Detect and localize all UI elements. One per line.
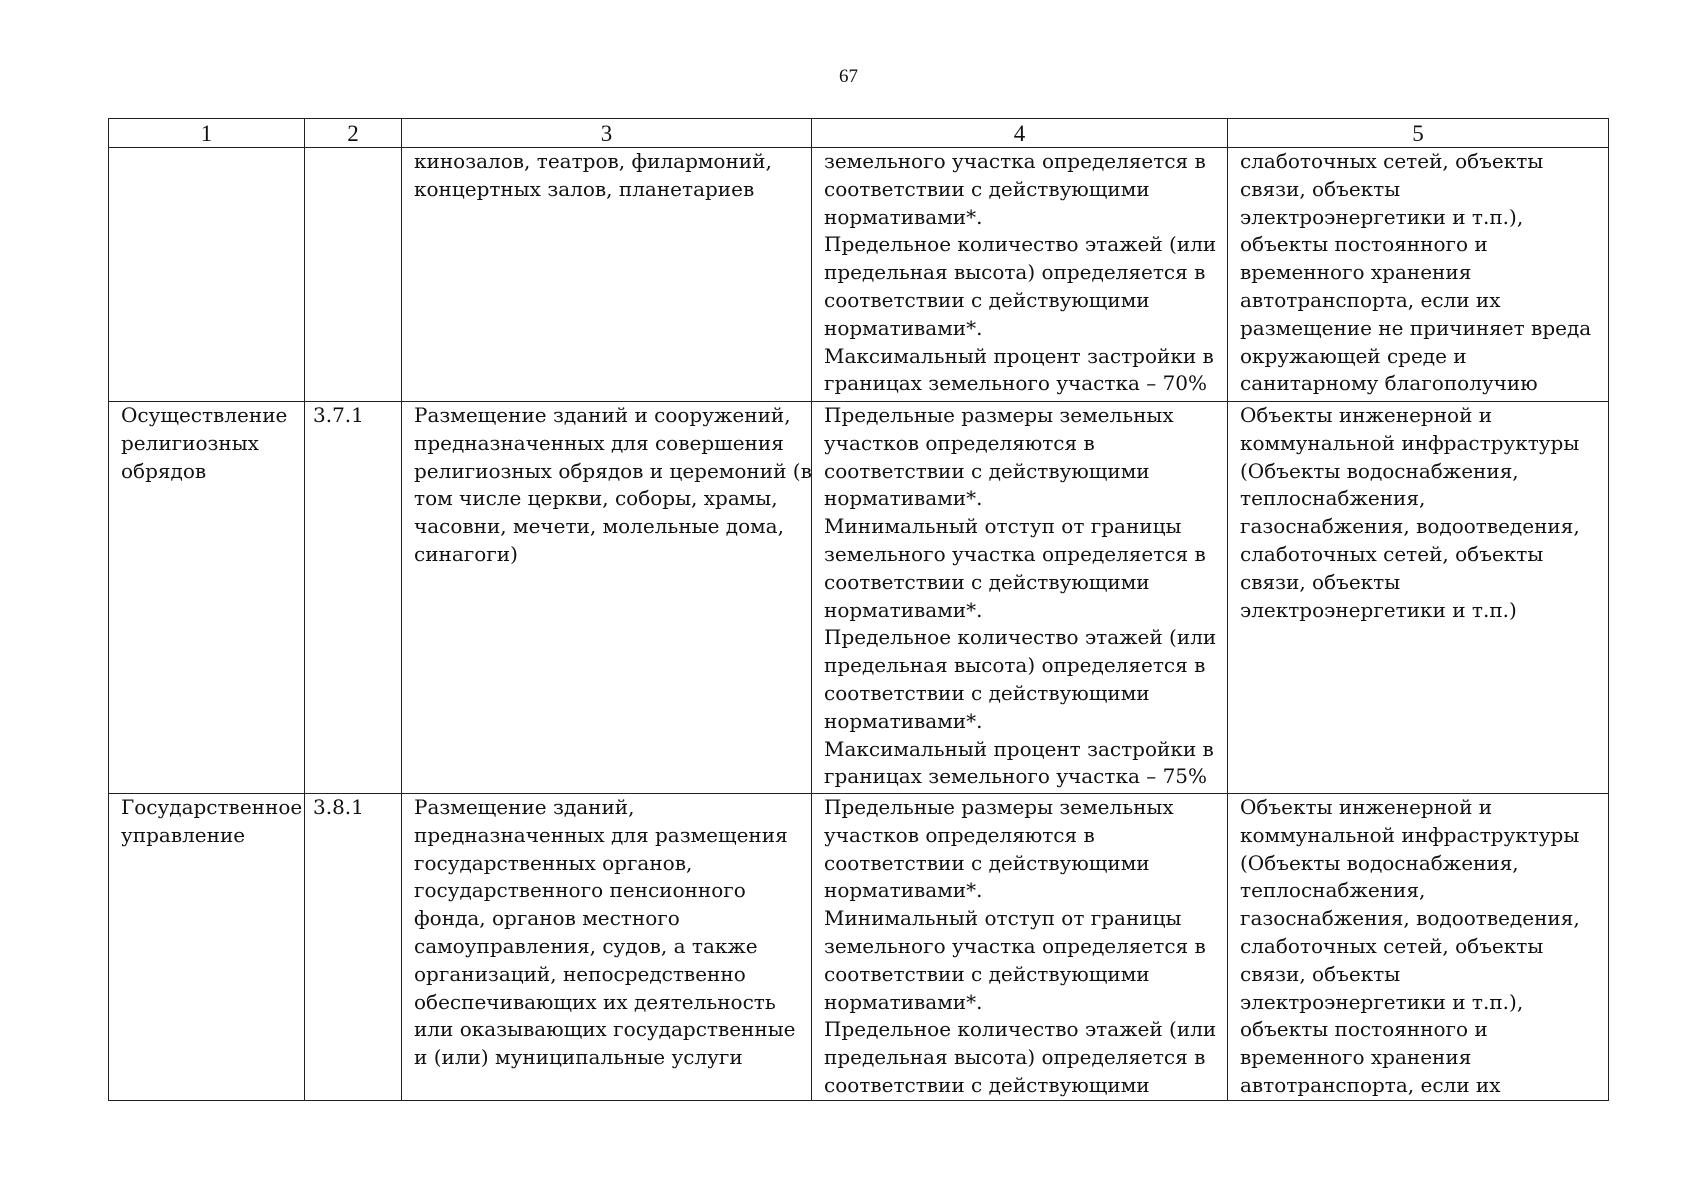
text-line: обрядов	[121, 458, 207, 483]
text-line: нормативами*.	[824, 989, 983, 1014]
text-line: Минимальный отступ от границы	[824, 514, 1182, 539]
text-line: теплоснабжения,	[1240, 878, 1426, 903]
page-number: 67	[839, 66, 858, 87]
text-line: обеспечивающих их деятельность	[414, 989, 776, 1014]
text-line: соответствии с действующими	[824, 176, 1150, 201]
text-line: нормативами*.	[824, 597, 983, 622]
text-line: электроэнергетики и т.п.),	[1240, 204, 1524, 229]
text-line: том числе церкви, соборы, храмы,	[414, 486, 778, 511]
text-line: государственных органов,	[414, 850, 693, 875]
text-line: окружающей среде и	[1240, 343, 1467, 368]
text-line: нормативами*.	[824, 486, 983, 511]
land-use-table	[108, 118, 1609, 1101]
use-type-cell	[109, 148, 305, 402]
description-cell	[402, 402, 812, 794]
text-line: предельная высота) определяется в	[824, 1045, 1206, 1070]
text-line: газоснабжения, водоотведения,	[1240, 514, 1580, 539]
text-line: размещение не причиняет вреда	[1240, 315, 1592, 340]
header-cell-2: 2	[305, 119, 402, 148]
text-line: теплоснабжения,	[1240, 486, 1426, 511]
text-line: Размещение зданий и сооружений,	[414, 403, 791, 427]
use-type-cell	[109, 402, 305, 794]
text-line: соответствии с действующими	[824, 850, 1150, 875]
text-line: нормативами*.	[824, 315, 983, 340]
auxiliary-uses-cell	[1228, 148, 1609, 402]
description-cell	[402, 794, 812, 1101]
text-line: электроэнергетики и т.п.)	[1240, 597, 1517, 622]
text-line: слаботочных сетей, объекты	[1240, 933, 1544, 958]
text-line: слаботочных сетей, объекты	[1240, 541, 1544, 566]
text-line: нормативами*.	[824, 878, 983, 903]
text-line: предназначенных для размещения	[414, 822, 788, 847]
parameters-cell	[812, 402, 1228, 794]
text-line: земельного участка определяется в	[824, 933, 1206, 958]
text-line: управление	[121, 822, 246, 847]
text-line: слаботочных сетей, объекты	[1240, 149, 1544, 173]
table-row	[109, 794, 1609, 1101]
table-row	[109, 148, 1609, 402]
text-line: и (или) муниципальные услуги	[414, 1045, 743, 1070]
text-line: соответствии с действующими	[824, 680, 1150, 705]
text-line: Объекты инженерной и	[1240, 795, 1493, 819]
table-row	[109, 402, 1609, 794]
text-line: Осуществление	[121, 403, 288, 427]
use-type-cell	[109, 794, 305, 1101]
parameters-cell	[812, 148, 1228, 402]
text-line: земельного участка определяется в	[824, 541, 1206, 566]
text-line: соответствии с действующими	[824, 569, 1150, 594]
text-line: Государственное	[121, 795, 303, 819]
text-line: автотранспорта, если их	[1240, 287, 1501, 312]
text-line: временного хранения	[1240, 1045, 1472, 1070]
text-line: соответствии с действующими	[824, 961, 1150, 986]
text-line: Максимальный процент застройки в	[824, 736, 1214, 761]
text-line: Предельное количество этажей (или	[824, 232, 1217, 257]
text-line: Предельное количество этажей (или	[824, 625, 1217, 650]
text-line: Минимальный отступ от границы	[824, 906, 1182, 931]
code-cell: 3.8.1	[305, 794, 402, 1101]
text-line: кинозалов, театров, филармоний,	[414, 149, 772, 173]
text-line: коммунальной инфраструктуры	[1240, 822, 1580, 847]
header-cell-4: 4	[812, 119, 1228, 148]
text-line: электроэнергетики и т.п.),	[1240, 989, 1524, 1014]
text-line: самоуправления, судов, а также	[414, 933, 758, 958]
parameters-cell	[812, 794, 1228, 1101]
text-line: или оказывающих государственные	[414, 1017, 796, 1042]
auxiliary-uses-cell	[1228, 794, 1609, 1101]
table-header-row	[109, 119, 1609, 148]
text-line: организаций, непосредственно	[414, 961, 746, 986]
text-line: предельная высота) определяется в	[824, 260, 1206, 285]
text-line: санитарному благополучию	[1240, 371, 1538, 396]
text-line: границах земельного участка – 70%	[824, 371, 1208, 396]
text-line: участков определяются в	[824, 430, 1095, 455]
text-line: объекты постоянного и	[1240, 1017, 1488, 1042]
code-cell: 3.7.1	[305, 402, 402, 794]
text-line: часовни, мечети, молельные дома,	[414, 514, 784, 539]
text-line: религиозных	[121, 430, 259, 455]
text-line: религиозных обрядов и церемоний (в	[414, 458, 812, 483]
code-cell	[305, 148, 402, 402]
text-line: границах земельного участка – 75%	[824, 764, 1208, 789]
text-line: предельная высота) определяется в	[824, 653, 1206, 678]
text-line: коммунальной инфраструктуры	[1240, 430, 1580, 455]
text-line: (Объекты водоснабжения,	[1240, 458, 1519, 483]
text-line: Объекты инженерной и	[1240, 403, 1493, 427]
text-line: Предельные размеры земельных	[824, 795, 1174, 819]
text-line: Максимальный процент застройки в	[824, 343, 1214, 368]
text-line: концертных залов, планетариев	[414, 176, 755, 201]
text-line: государственного пенсионного	[414, 878, 746, 903]
text-line: нормативами*.	[824, 708, 983, 733]
text-line: фонда, органов местного	[414, 906, 680, 931]
text-line: соответствии с действующими	[824, 458, 1150, 483]
text-line: соответствии с действующими	[824, 287, 1150, 312]
text-line: предназначенных для совершения	[414, 430, 784, 455]
text-line: (Объекты водоснабжения,	[1240, 850, 1519, 875]
header-cell-5: 5	[1228, 119, 1609, 148]
description-cell	[402, 148, 812, 402]
text-line: синагоги)	[414, 541, 518, 566]
text-line: нормативами*.	[824, 204, 983, 229]
header-cell-1: 1	[109, 119, 305, 148]
text-line: автотранспорта, если их	[1240, 1072, 1501, 1097]
text-line: участков определяются в	[824, 822, 1095, 847]
header-cell-3: 3	[402, 119, 812, 148]
text-line: Предельные размеры земельных	[824, 403, 1174, 427]
text-line: связи, объекты	[1240, 961, 1401, 986]
text-line: газоснабжения, водоотведения,	[1240, 906, 1580, 931]
text-line: связи, объекты	[1240, 176, 1401, 201]
text-line: Предельное количество этажей (или	[824, 1017, 1217, 1042]
auxiliary-uses-cell	[1228, 402, 1609, 794]
text-line: временного хранения	[1240, 260, 1472, 285]
text-line: связи, объекты	[1240, 569, 1401, 594]
text-line: Размещение зданий,	[414, 795, 635, 819]
text-line: земельного участка определяется в	[824, 149, 1206, 173]
text-line: соответствии с действующими	[824, 1072, 1150, 1097]
text-line: объекты постоянного и	[1240, 232, 1488, 257]
